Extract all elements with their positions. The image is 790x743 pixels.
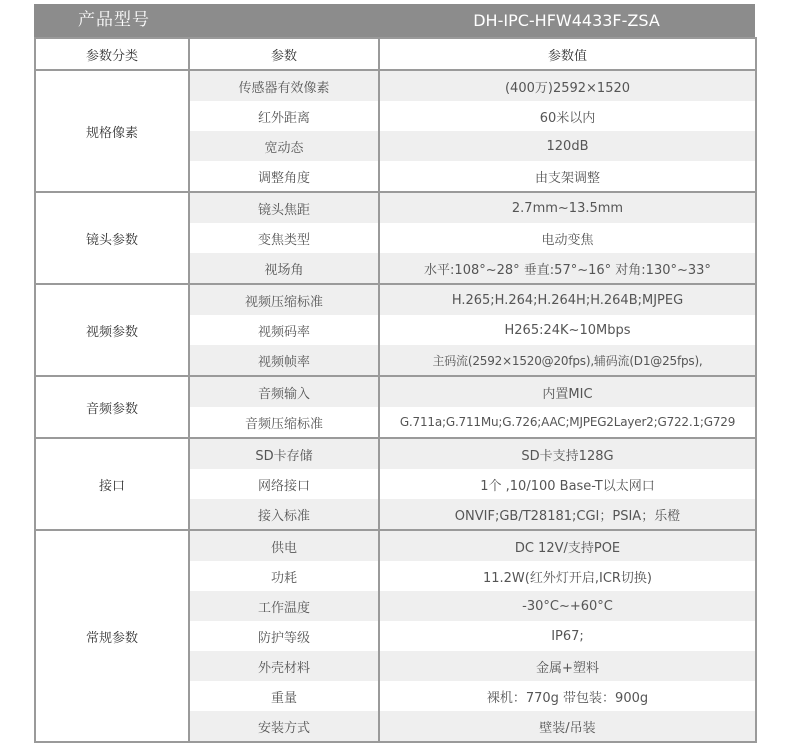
spec-sheet bbox=[34, 4, 755, 743]
param-cell: 网络接口 bbox=[189, 469, 379, 499]
table-row bbox=[35, 376, 756, 407]
param-cell: 视频帧率 bbox=[189, 345, 379, 376]
table-row bbox=[35, 530, 756, 561]
param-cell: 工作温度 bbox=[189, 591, 379, 621]
param-cell: 传感器有效像素 bbox=[189, 70, 379, 101]
param-cell: 接入标准 bbox=[189, 499, 379, 530]
value-cell: DC 12V/支持POE bbox=[379, 530, 756, 561]
category-cell: 音频参数 bbox=[35, 376, 189, 438]
value-cell: 水平:108°~28° 垂直:57°~16° 对角:130°~33° bbox=[379, 253, 756, 284]
param-cell: 供电 bbox=[189, 530, 379, 561]
param-cell: 镜头焦距 bbox=[189, 192, 379, 223]
category-cell: 接口 bbox=[35, 438, 189, 530]
param-cell: 视频压缩标准 bbox=[189, 284, 379, 315]
column-header-value: 参数值 bbox=[379, 38, 756, 70]
category-cell: 镜头参数 bbox=[35, 192, 189, 284]
value-cell: 电动变焦 bbox=[379, 223, 756, 253]
spec-body bbox=[35, 70, 756, 742]
param-cell: 外壳材料 bbox=[189, 651, 379, 681]
param-cell: 重量 bbox=[189, 681, 379, 711]
table-row bbox=[35, 70, 756, 101]
value-cell: H.265;H.264;H.264H;H.264B;MJPEG bbox=[379, 284, 756, 315]
table-row bbox=[35, 284, 756, 315]
category-cell: 规格像素 bbox=[35, 70, 189, 192]
param-cell: 变焦类型 bbox=[189, 223, 379, 253]
param-cell: SD卡存储 bbox=[189, 438, 379, 469]
param-cell: 音频输入 bbox=[189, 376, 379, 407]
value-cell: 2.7mm~13.5mm bbox=[379, 192, 756, 223]
value-cell: G.711a;G.711Mu;G.726;AAC;MJPEG2Layer2;G722.1;G729 bbox=[379, 407, 756, 438]
model-label: 产品型号 bbox=[78, 10, 150, 30]
value-cell: 120dB bbox=[379, 131, 756, 161]
column-header-category: 参数分类 bbox=[35, 38, 189, 70]
param-cell: 调整角度 bbox=[189, 161, 379, 192]
value-cell: 11.2W(红外灯开启,ICR切换) bbox=[379, 561, 756, 591]
param-cell: 防护等级 bbox=[189, 621, 379, 651]
value-cell: 壁装/吊装 bbox=[379, 711, 756, 742]
param-cell: 功耗 bbox=[189, 561, 379, 591]
value-cell: 由支架调整 bbox=[379, 161, 756, 192]
value-cell: 60米以内 bbox=[379, 101, 756, 131]
param-cell: 音频压缩标准 bbox=[189, 407, 379, 438]
value-cell: ONVIF;GB/T28181;CGI；PSIA；乐橙 bbox=[379, 499, 756, 530]
value-cell: 内置MIC bbox=[379, 376, 756, 407]
category-cell: 视频参数 bbox=[35, 284, 189, 376]
param-cell: 视频码率 bbox=[189, 315, 379, 345]
param-cell: 红外距离 bbox=[189, 101, 379, 131]
value-cell: SD卡支持128G bbox=[379, 438, 756, 469]
value-cell: 1个 ,10/100 Base-T以太网口 bbox=[379, 469, 756, 499]
column-header-param: 参数 bbox=[189, 38, 379, 70]
value-cell: 裸机：770g 带包装：900g bbox=[379, 681, 756, 711]
value-cell: H265:24K~10Mbps bbox=[379, 315, 756, 345]
value-cell: IP67; bbox=[379, 621, 756, 651]
spec-table bbox=[34, 37, 757, 743]
model-header bbox=[34, 4, 755, 37]
value-cell: 主码流(2592×1520@20fps),辅码流(D1@25fps), bbox=[379, 345, 756, 376]
category-cell: 常规参数 bbox=[35, 530, 189, 742]
param-cell: 宽动态 bbox=[189, 131, 379, 161]
table-row bbox=[35, 438, 756, 469]
param-cell: 视场角 bbox=[189, 253, 379, 284]
param-cell: 安装方式 bbox=[189, 711, 379, 742]
column-header-row bbox=[35, 38, 756, 70]
model-number: DH-IPC-HFW4433F-ZSA bbox=[473, 11, 660, 30]
table-row bbox=[35, 192, 756, 223]
value-cell: (400万)2592×1520 bbox=[379, 70, 756, 101]
value-cell: 金属+塑料 bbox=[379, 651, 756, 681]
value-cell: -30°C~+60°C bbox=[379, 591, 756, 621]
